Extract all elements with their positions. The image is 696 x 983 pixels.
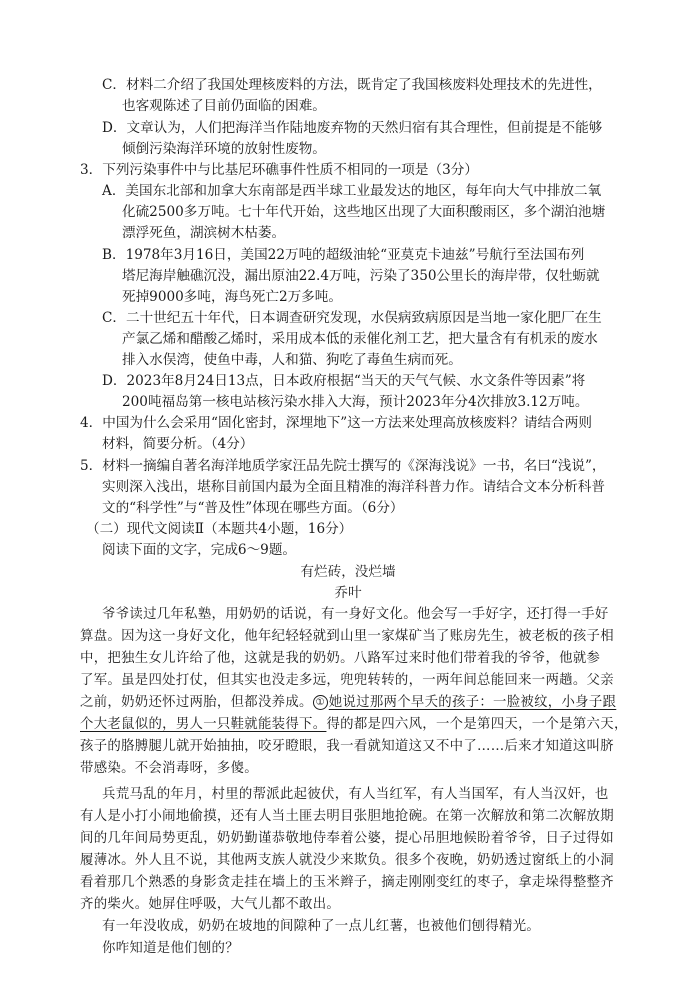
section-2-heading: （二）现代文阅读Ⅱ（本题共4小题，16分） [86,521,353,537]
passage-title: 有烂砖，没烂墙 [300,564,396,580]
passage-p1-line-8: 带感染。不会消毒呀，多傻。 [80,761,258,776]
question-5-line-1: 5．材料一摘编自著名海洋地质学家汪品先院士撰写的《深海浅说》一书，名曰“浅说”， [80,458,606,474]
passage-p2-line-1: 兵荒马乱的年月，村里的帮派此起彼伏，有人当红军，有人当国军，有人当汉奸，也 [102,787,609,802]
q3-option-a-line-3: 漂浮死鱼，湖滨树木枯萎。 [122,225,286,241]
passage-p1-line-4: 了军。虽是四处打仗，但其实也没走多远，兜兜转转的，一两年间总能回来一两趟。父亲 [80,673,614,688]
question-4-line-2: 材料，简要分析。（4分） [102,436,254,452]
question-3-stem: 3．下列污染事件中与比基尼环礁事件性质不相同的一项是（3分） [80,162,478,178]
q3-option-a-line-1: A．美国东北部和加拿大东南部是西半球工业最发达的地区，每年向大气中排放二氧 [102,183,602,199]
passage-p4: 你咋知道是他们刨的？ [102,941,239,956]
passage-p1-line-6 [80,714,628,736]
passage-author: 乔叶 [334,585,362,601]
q3-option-c-line-3: 排入水俣湾，使鱼中毒，人和猫、狗吃了毒鱼生病而死。 [122,352,462,368]
q3-option-d-line-2: 200吨福岛第一核电站核污染水排入大海，预计2023年分4次排放3.12万吨。 [122,394,589,410]
passage-p1-line-6-rest: 得的都是四六风，一个是第四天，一个是第六天， [326,717,628,732]
passage-p1-line-2: 算盘。因为这一身好文化，他年纪轻轻就到山里一家煤矿当了账房先生，被老板的孩子相 [80,629,614,644]
passage-p1-line-5 [80,692,616,714]
passage-p2-line-4: 履薄冰。外人且不说，其他两支族人就没少来欺负。很多个夜晚，奶奶透过窗纸上的小洞 [80,853,614,868]
sentence-marker-1: ① [313,695,328,710]
q3-option-b-line-3: 死掉9000多吨，海鸟死亡2万多吨。 [122,289,342,305]
underlined-sentence-part-2: 个大老鼠似的，男人一只鞋就能装得下。 [80,717,327,732]
question-5-line-3: 文的“科学性”与“普及性”体现在哪些方面。（6分） [102,500,404,516]
option-d-line-2: 倾倒污染海洋环境的放射性废物。 [122,141,326,157]
question-5-line-2: 实则深入浅出，堪称目前国内最为全面且精准的海洋科普力作。请结合文本分析科普 [102,479,605,495]
q3-option-c-line-2: 产氯乙烯和醋酸乙烯时，采用成本低的汞催化剂工艺，把大量含有有机汞的废水 [122,331,598,347]
option-c-line-2: 也客观陈述了目前仍面临的困难。 [122,98,326,114]
passage-p2-line-2: 有人是小打小闹地偷摸，还有人当土匪去明目张胆地抢碗。在第一次解放和第二次解放期 [80,809,614,824]
q3-option-b-line-1: B．1978年3月16日，美国22万吨的超级油轮“亚莫克卡迪兹”号航行至法国布列 [102,247,585,263]
q3-option-c-line-1: C．二十世纪五十年代，日本调查研究发现，水俣病致病原因是当地一家化肥厂在生 [102,310,602,326]
option-d-line-1: D．文章认为，人们把海洋当作陆地废弃物的天然归宿有其合理性，但前提是不能够 [102,120,603,136]
q3-option-a-line-2: 化硫2500多万吨。七十年代开始，这些地区出现了大面积酸雨区，多个湖泊池塘 [122,204,606,220]
passage-p3: 有一年没收成，奶奶在坡地的间隙种了一点儿红薯，也被他们刨得精光。 [102,919,541,934]
option-c-line-1: C．材料二介绍了我国处理核废料的方法，既肯定了我国核废料处理技术的先进性， [102,77,602,93]
passage-p1-line-3: 中，把独生女儿许给了他，这就是我的奶奶。八路军过来时他们带着我的爷爷，他就参 [80,651,601,666]
reading-instruction: 阅读下面的文字，完成6～9题。 [102,542,297,558]
passage-p2-line-3: 间的几年间局势更乱，奶奶勤谨恭敬地侍奉着公婆，提心吊胆地候盼着爷爷，日子过得如 [80,831,614,846]
passage-p1-line-1: 爷爷读过几年私塾，用奶奶的话说，有一身好文化。他会写一手好字，还打得一手好 [102,607,609,622]
q3-option-b-line-2: 塔尼海岸触礁沉没，漏出原油22.4万吨，污染了350公里长的海岸带，仅牡蛎就 [122,268,600,284]
passage-p2-line-5: 看着那几个熟悉的身影贪走挂在墙上的玉米辫子，摘走刚刚变红的枣子，拿走垛得整整齐 [80,875,614,890]
passage-p1-line-7: 孩子的胳膊腿儿就开始抽抽，咬牙瞪眼，我一看就知道这又不中了……后来才知道这叫脐 [80,739,614,754]
question-4-line-1: 4．中国为什么会采用“固化密封，深埋地下”这一方法来处理高放核废料？请结合两则 [80,415,592,431]
q3-option-d-line-1: D．2023年8月24日13点，日本政府根据“当天的天气气候、水文条件等因素”将 [102,373,586,389]
passage-p1-line-5-text: 之前，奶奶还怀过两胎，但都没养成。 [80,695,313,710]
underlined-sentence-part-1: 她说过那两个早夭的孩子：一脸被纹，小身子跟 [328,695,617,710]
passage-p2-line-6: 齐的柴火。她屏住呼吸，大气儿都不敢出。 [80,897,341,912]
